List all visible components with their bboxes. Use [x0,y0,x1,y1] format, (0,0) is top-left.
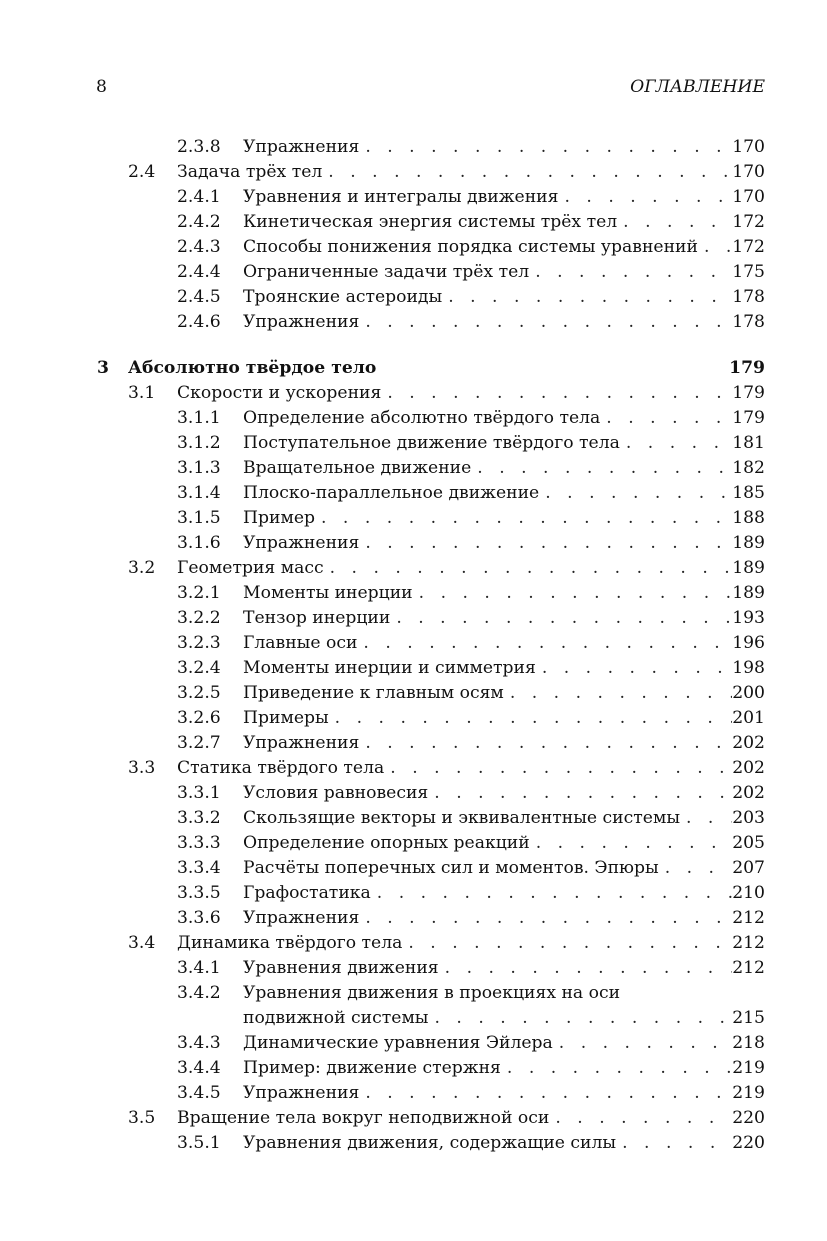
entry-title: Задача трёх тел [177,162,323,182]
entry-title: Упражнения [243,1083,360,1103]
dot-leader [390,608,732,628]
entry-title: Графостатика [243,883,371,903]
entry-page: 218 [732,1033,765,1053]
toc-entry[interactable] [0,808,827,833]
entry-number: 3.1 [128,383,156,403]
entry-page: 179 [732,383,765,403]
entry-title: Моменты инерции и симметрия [243,658,536,678]
entry-page: 189 [732,558,765,578]
toc-entry-continuation[interactable] [0,1008,827,1033]
entry-number: 2.4.6 [177,312,221,332]
toc-entry[interactable] [0,683,827,708]
entry-page: 189 [732,583,765,603]
entry-title: Упражнения [243,733,360,753]
toc-entry[interactable] [0,483,827,508]
toc-entry[interactable] [0,162,827,187]
entry-title: Вращательное движение [243,458,472,478]
dot-leader [402,933,732,953]
entry-number: 3.4.2 [177,983,221,1003]
entry-title: Упражнения [243,533,360,553]
entry-title: Статика твёрдого тела [177,758,385,778]
dot-leader [384,758,732,778]
toc-entry[interactable] [0,633,827,658]
entry-title: Троянские астероиды [243,287,443,307]
entry-number: 3.2.4 [177,658,221,678]
dot-leader [620,433,732,453]
toc-entry[interactable] [0,933,827,958]
entry-title: Абсолютно твёрдое тело [128,358,377,378]
entry-page: 170 [732,137,765,157]
entry-number: 3.4 [128,933,156,953]
entry-title: Геометрия масс [177,558,324,578]
entry-page: 198 [732,658,765,678]
toc-entry[interactable] [0,408,827,433]
dot-leader [536,658,732,678]
toc-entry[interactable] [0,1108,827,1133]
entry-page: 170 [732,187,765,207]
dot-leader [359,908,732,928]
entry-title: Уравнения и интегралы движения [243,187,559,207]
entry-page: 193 [732,608,765,628]
entry-title: Главные оси [243,633,358,653]
entry-number: 3.2.1 [177,583,221,603]
entry-number: 3.5.1 [177,1133,221,1153]
toc-entry[interactable] [0,608,827,633]
dot-leader [659,858,732,878]
entry-page: 188 [732,508,765,528]
dot-leader [504,683,732,703]
toc-entry[interactable] [0,1033,827,1058]
entry-page: 203 [732,808,765,828]
toc-entry[interactable] [0,187,827,212]
entry-number: 3.3.5 [177,883,221,903]
toc-entry[interactable] [0,137,827,162]
entry-title: Плоско-параллельное движение [243,483,540,503]
dot-leader [381,383,732,403]
entry-page: 202 [732,783,765,803]
entry-title: Упражнения [243,312,360,332]
entry-number: 3.2.6 [177,708,221,728]
entry-number: 3.4.4 [177,1058,221,1078]
entry-number: 3.1.2 [177,433,221,453]
entry-page: 178 [732,312,765,332]
entry-page: 185 [732,483,765,503]
entry-number: 2.4.1 [177,187,221,207]
entry-title: Тензор инерции [243,608,391,628]
toc-entry[interactable] [0,708,827,733]
entry-page: 220 [732,1133,765,1153]
entry-title: Упражнения [243,908,360,928]
toc-entry[interactable] [0,558,827,583]
dot-leader [529,262,732,282]
entry-page: 210 [732,883,765,903]
toc-chapter[interactable] [0,358,827,383]
entry-page: 212 [732,933,765,953]
dot-leader [359,1083,732,1103]
entry-title: Условия равновесия [243,783,429,803]
entry-title: Пример [243,508,315,528]
entry-number: 3.5 [128,1108,156,1128]
toc-entry[interactable] [0,287,827,312]
dot-leader [539,483,732,503]
entry-number: 3.1.4 [177,483,221,503]
toc-entry[interactable] [0,858,827,883]
entry-page: 182 [732,458,765,478]
dot-leader [429,1008,733,1028]
entry-page: 201 [732,708,765,728]
page-number: 8 [96,77,107,97]
dot-leader [315,508,732,528]
dot-leader [428,783,732,803]
entry-title: Определение опорных реакций [243,833,530,853]
entry-title: Уравнения движения, содержащие силы [243,1133,617,1153]
dot-leader [371,883,732,903]
toc-entry[interactable] [0,758,827,783]
entry-title: Пример: движение стержня [243,1058,501,1078]
toc-entry[interactable] [0,1083,827,1108]
dot-leader [616,1133,732,1153]
entry-title: Вращение тела вокруг неподвижной оси [177,1108,550,1128]
dot-leader [471,458,732,478]
entry-number: 3.3.4 [177,858,221,878]
entry-number: 2.3.8 [177,137,221,157]
entry-number: 2.4.2 [177,212,221,232]
toc-entry[interactable] [0,433,827,458]
dot-leader [680,808,732,828]
dot-leader [698,237,732,257]
table-of-contents [0,137,827,1158]
entry-page: 207 [732,858,765,878]
toc-entry[interactable] [0,383,827,408]
entry-number: 3.1.3 [177,458,221,478]
entry-page: 178 [732,287,765,307]
entry-number: 2.4 [128,162,156,182]
entry-number: 3.2 [128,558,156,578]
dot-leader [442,287,732,307]
entry-title: Примеры [243,708,329,728]
dot-leader [501,1058,732,1078]
toc-entry[interactable] [0,1058,827,1083]
entry-page: 179 [729,358,765,378]
dot-leader [329,708,733,728]
dot-leader [530,833,733,853]
entry-title: Скорости и ускорения [177,383,382,403]
entry-page: 196 [732,633,765,653]
toc-entry[interactable] [0,783,827,808]
toc-entry[interactable] [0,983,827,1008]
entry-title: Ограниченные задачи трёх тел [243,262,530,282]
entry-title: Расчёты поперечных сил и моментов. Эпюры [243,858,659,878]
entry-page: 202 [732,758,765,778]
entry-number: 3.2.3 [177,633,221,653]
entry-page: 189 [732,533,765,553]
dot-leader [359,733,732,753]
entry-title: Уравнения движения [243,958,439,978]
entry-number: 3.3.6 [177,908,221,928]
entry-number: 3.3.3 [177,833,221,853]
entry-number: 3.1.6 [177,533,221,553]
toc-entry[interactable] [0,658,827,683]
dot-leader [359,312,732,332]
entry-title: Упражнения [243,137,360,157]
toc-entry[interactable] [0,733,827,758]
toc-entry[interactable] [0,508,827,533]
entry-number: 3.3.1 [177,783,221,803]
entry-page: 175 [732,262,765,282]
entry-title: Кинетическая энергия системы трёх тел [243,212,618,232]
entry-title: Динамика твёрдого тела [177,933,403,953]
entry-page: 202 [732,733,765,753]
dot-leader [359,533,732,553]
entry-number: 2.4.3 [177,237,221,257]
toc-entry[interactable] [0,237,827,262]
toc-entry[interactable] [0,312,827,337]
entry-title-continuation: подвижной системы [243,1008,429,1028]
toc-entry[interactable] [0,908,827,933]
entry-page: 170 [732,162,765,182]
dot-leader [558,187,732,207]
entry-title: Скользящие векторы и эквивалентные системы [243,808,680,828]
entry-title: Моменты инерции [243,583,413,603]
entry-number: 3.2.7 [177,733,221,753]
entry-number: 3.4.1 [177,958,221,978]
entry-page: 181 [732,433,765,453]
entry-title: Динамические уравнения Эйлера [243,1033,553,1053]
entry-number: 3.1.1 [177,408,221,428]
entry-page: 172 [732,212,765,232]
toc-entry[interactable] [0,262,827,287]
entry-page: 212 [732,958,765,978]
entry-number: 3.4.5 [177,1083,221,1103]
dot-leader [357,633,732,653]
entry-page: 215 [732,1008,765,1028]
entry-page: 220 [732,1108,765,1128]
toc-entry[interactable] [0,583,827,608]
entry-title: Уравнения движения в проекциях на оси [243,983,621,1003]
entry-title: Определение абсолютно твёрдого тела [243,408,601,428]
entry-number: 3.2.2 [177,608,221,628]
entry-page: 219 [732,1083,765,1103]
dot-leader [549,1108,732,1128]
entry-page: 212 [732,908,765,928]
dot-leader [439,958,733,978]
dot-leader [322,162,732,182]
entry-number: 3.3 [128,758,156,778]
entry-number: 3.3.2 [177,808,221,828]
entry-number: 3 [97,358,109,378]
running-title: ОГЛАВЛЕНИЕ [630,77,765,97]
dot-leader [413,583,733,603]
entry-number: 3.4.3 [177,1033,221,1053]
entry-page: 172 [732,237,765,257]
toc-entry[interactable] [0,883,827,908]
entry-number: 2.4.4 [177,262,221,282]
dot-leader [553,1033,732,1053]
page-header [96,77,765,101]
toc-entry[interactable] [0,833,827,858]
entry-page: 219 [732,1058,765,1078]
toc-entry[interactable] [0,458,827,483]
entry-title: Приведение к главным осям [243,683,504,703]
entry-title: Поступательное движение твёрдого тела [243,433,620,453]
entry-number: 3.2.5 [177,683,221,703]
dot-leader [359,137,732,157]
toc-entry[interactable] [0,533,827,558]
entry-page: 179 [732,408,765,428]
entry-number: 3.1.5 [177,508,221,528]
entry-page: 200 [732,683,765,703]
toc-entry[interactable] [0,958,827,983]
dot-leader [617,212,732,232]
dot-leader [324,558,733,578]
entry-page: 205 [732,833,765,853]
dot-leader [600,408,732,428]
entry-number: 2.4.5 [177,287,221,307]
toc-entry[interactable] [0,212,827,237]
entry-title: Способы понижения порядка системы уравнений [243,237,698,257]
toc-entry[interactable] [0,1133,827,1158]
